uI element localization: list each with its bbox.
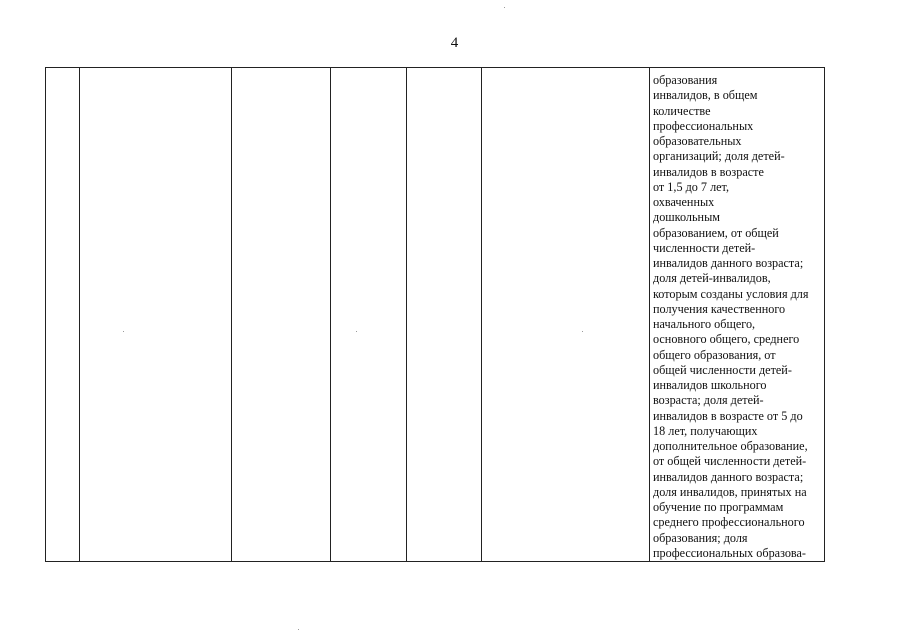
table-cell-column-6 (482, 68, 650, 562)
table-cell-column-5 (407, 68, 482, 562)
indicator-text: образования инвалидов, в общем количестве профессиональных образовательных организаций; доля детей- инвалидов в возрасте от 1,5 до 7 лет, охваченных дошкольным образованием, от общей численности детей- инвалидов данного возраста; доля детей-инвалидов, которым созданы условия для получения качественного начального общего, основного общего, среднего общего образования, от общей численности детей- инвалидов школьного возраста; доля детей- инвалидов в возрасте от 5 до 18 лет, получающих дополнительное образование, от общей численности детей- инвалидов данного возраста; доля инвалидов, принятых на обучение по программам среднего профессионального образования; доля профессиональных образова- (653, 73, 809, 560)
table-cell-column-1 (46, 68, 80, 562)
scan-speck (123, 331, 124, 332)
table-cell-column-7 (650, 68, 825, 562)
scan-speck (582, 331, 583, 332)
scan-speck (298, 629, 299, 630)
table-cell-column-3 (232, 68, 331, 562)
table-cell-column-2 (80, 68, 232, 562)
table-cell-column-4 (331, 68, 407, 562)
page-number: 4 (450, 35, 459, 51)
scan-speck (504, 7, 505, 8)
scan-speck (356, 331, 357, 332)
document-table (45, 67, 825, 562)
table-row (46, 68, 825, 562)
